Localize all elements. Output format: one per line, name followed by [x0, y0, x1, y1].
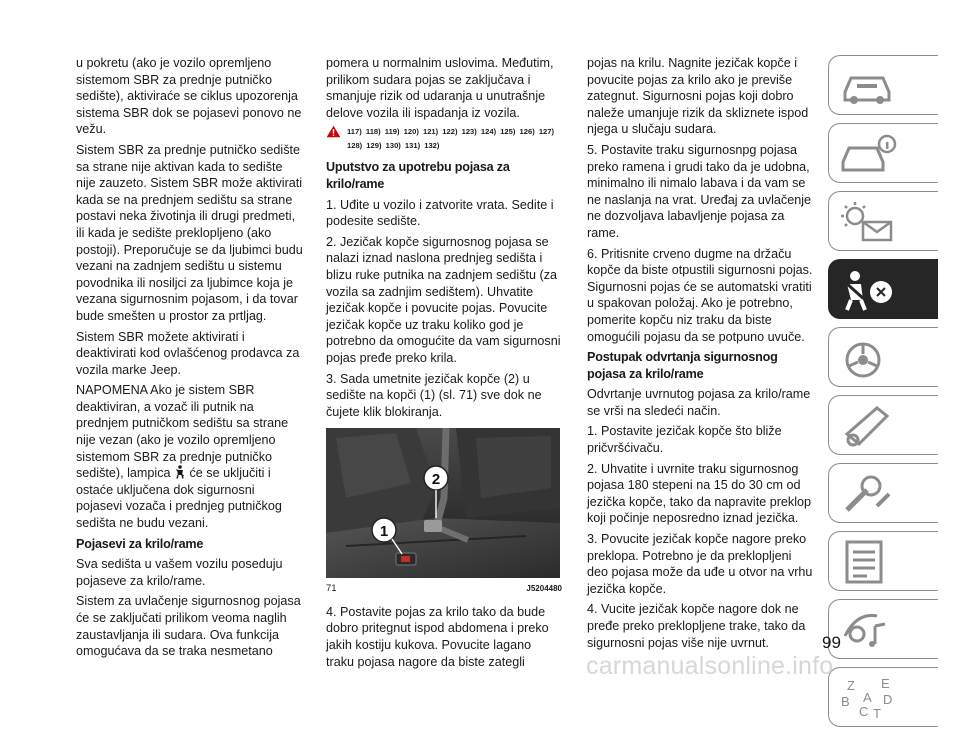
step-1: 1. Uđite u vozilo i zatvorite vrata. Sedite i podesite sedište. — [326, 197, 554, 229]
index-letter: Z — [847, 678, 855, 693]
index-letter: T — [873, 706, 881, 721]
chapter-tab-service[interactable] — [828, 463, 938, 523]
warning-references — [326, 125, 562, 153]
car-info-icon — [837, 130, 897, 178]
step-6: 6. Pritisnite crveno dugme na držaču kopče da biste otpustili sigurnosni pojas. Sigurnosni pojas će se automatski vratiti u spakovan položaj. Ako je potrebno, pomerite kopču niz traku da biste omogućili pojasu da se potpuno uvuče. — [587, 246, 813, 344]
index-letter: C — [859, 704, 869, 719]
watermark: carmanualsonline.info — [586, 652, 834, 680]
untwist-step-3: 3. Povucite jezičak kopče nagore preko preklopa. Potrebno je da preklopljeni deo pojasa može da uđe u otvor na vrhu jezička kopče. — [587, 532, 813, 596]
step-4: 4. Postavite pojas za krilo tako da bude dobro pritegnut ispod abdomena i preko jakih kostiju kukova. Povucite lagano traku pojasa nagore da biste zategli — [326, 604, 549, 669]
index-letters-icon — [837, 674, 897, 722]
figure-caption-row — [326, 581, 562, 598]
car-dashboard-icon — [837, 62, 897, 110]
paragraph: Sistem za uvlačenje sigurnosnog pojasa će se zaključati prilikom veoma naglih zaustavljanja ili sudara. Ova funkcija omogućava da se traka nesmetano — [76, 594, 301, 659]
light-envelope-icon — [837, 198, 897, 246]
paragraph: u pokretu (ako je vozilo opremljeno sistemom SBR za prednje putničko sedište), aktiviraće se ciklus upozorenja sistema SBR dok se pojasevi ponovo ne vežu. — [76, 56, 302, 137]
chapter-tab-index[interactable] — [828, 667, 938, 727]
chapter-tabs — [828, 55, 938, 735]
section-heading: Postupak odvrtanja sigurnosnog pojasa za krilo/rame — [587, 350, 778, 381]
figure-seatbelt-buckle-photo — [326, 428, 560, 578]
paragraph: Sistem SBR možete aktivirati i deaktivirati kod ovlašćenog prodavca za vozila marke Jeep. — [76, 329, 300, 377]
steering-wheel-icon — [837, 402, 897, 450]
chapter-tab-dashboard[interactable] — [828, 55, 938, 115]
section-heading: Uputstvo za upotrebu pojasa za krilo/rame — [326, 160, 510, 191]
figure-number: 71 — [326, 583, 337, 595]
callout-1: 1 — [379, 523, 389, 541]
section-heading: Pojasevi za krilo/rame — [76, 536, 204, 551]
untwist-step-4: 4. Vucite jezičak kopče nagore dok ne pređe preko preklopljene trake, tako da sigurnosni pojas više nije uvrnut. — [587, 602, 806, 650]
step-3: 3. Sada umetnite jezičak kopče (2) u sedište na kopči (1) (sl. 71) sve dok ne čujete klik blokiranja. — [326, 371, 542, 419]
seatbelt-airbag-icon — [837, 266, 897, 314]
step-2: 2. Jezičak kopče sigurnosnog pojasa se nalazi iznad naslona prednjeg sedišta i blizu ruke putnika na zadnjem sedištu (za vozila sa zadnjim sedištem). Uhvatite jezičak kopče i povucite pojas. Povucite jezičak kopče uz traku koliko god je potrebno da omogućite da vam sigurnosni pojas pređe preko krila. — [326, 234, 561, 365]
chapter-tab-emergency[interactable] — [828, 395, 938, 455]
page-number: 99 — [822, 633, 841, 652]
start-drive-icon — [837, 334, 897, 382]
paragraph: Sva sedišta u vašem vozilu poseduju pojaseve za krilo/rame. — [76, 557, 283, 588]
chapter-tab-specs[interactable] — [828, 531, 938, 591]
chapter-tab-start-drive[interactable] — [828, 327, 938, 387]
paragraph: Sistem SBR za prednje putničko sedište sa strane nije aktivan kada to sedište nije zauzeto. Sistem SBR može aktivirati kada se na prednjem sedištu sa strane postavi neka životinja ili drugi predmeti, ili kada je sedište preklopljeno (ako postoji). Preporučuje se da ljubimci budu vezani na zadnjem sedištu u sistemu povodnika ili nosiljci za ljubimce koja je vezana sigurnosnim pojasom, i da tovar bude smešten u prostor za prtljag. — [76, 142, 303, 323]
chapter-tab-safety[interactable] — [828, 259, 938, 319]
note-text-b: će se uključiti i ostaće uključena dok sigurnosni pojasevi vozača i prednjeg putničkog sedišta ne budu vezani. — [76, 466, 282, 531]
note-text-a: NAPOMENA Ako je sistem SBR deaktiviran, a vozač ili putnik na prednjem putničkom sedištu sa strane nije vezan (ako je vozilo opremljeno sistemom SBR za prednje putničko sedište), lampica — [76, 383, 289, 481]
note-paragraph — [76, 382, 304, 531]
warning-triangle-icon — [326, 125, 341, 138]
tech-specs-icon — [837, 538, 897, 586]
chapter-tab-multimedia[interactable] — [828, 599, 938, 659]
service-tools-icon — [837, 470, 897, 518]
seatbelt-warning-icon — [174, 465, 186, 479]
figure-code: J5204480 — [526, 584, 562, 594]
paragraph: Odvrtanje uvrnutog pojasa za krilo/rame se vrši na sledeći način. — [587, 387, 811, 418]
chapter-tab-lights[interactable] — [828, 191, 938, 251]
step-5: 5. Postavite traku sigurnosnpg pojasa preko ramena i grudi tako da je udobna, minimalno ili nimalo labava i da vam se ne naslanja na vrat. Uređaj za uvlačenje ne dozvoljava labavljenje pojasa za rame. — [587, 142, 812, 240]
text-column-2 — [326, 55, 562, 674]
multimedia-icon — [837, 606, 897, 654]
chapter-tab-vehicle[interactable] — [828, 123, 938, 183]
callout-2: 2 — [431, 471, 441, 489]
reference-numbers: 117) 118) 119) 120) 121) 122) 123) 124) 125) 126) 127) 128) 129) 130) 131) 132) — [347, 127, 555, 151]
paragraph: pomera u normalnim uslovima. Međutim, prilikom sudara pojas se zaključava i smanjuje rizik od udaranja u unutrašnje delove vozila ili ispadanja iz vozila. — [326, 56, 554, 120]
text-column-3 — [587, 55, 815, 655]
untwist-step-1: 1. Postavite jezičak kopče što bliže pričvršćivaču. — [587, 424, 782, 456]
seat-photo-illustration — [326, 428, 560, 578]
paragraph: pojas na krilu. Nagnite jezičak kopče i povucite pojas za krilo ako je previše zategnut. Sigurnosni pojas koji dobro naleže umanjuje rizik da skliznete ispod njega u slučaju sudara. — [587, 56, 809, 137]
index-letter: A — [863, 690, 872, 705]
text-column-1 — [76, 55, 304, 664]
untwist-step-2: 2. Uhvatite i uvrnite traku sigurnosnog pojasa 180 stepeni na 15 do 30 cm od jezička kopče, tako da napravite preklop koji počinje neposredno iznad jezička. — [587, 461, 812, 526]
index-letter: E — [881, 676, 890, 691]
index-letter: D — [883, 692, 893, 707]
index-letter: B — [841, 694, 850, 709]
